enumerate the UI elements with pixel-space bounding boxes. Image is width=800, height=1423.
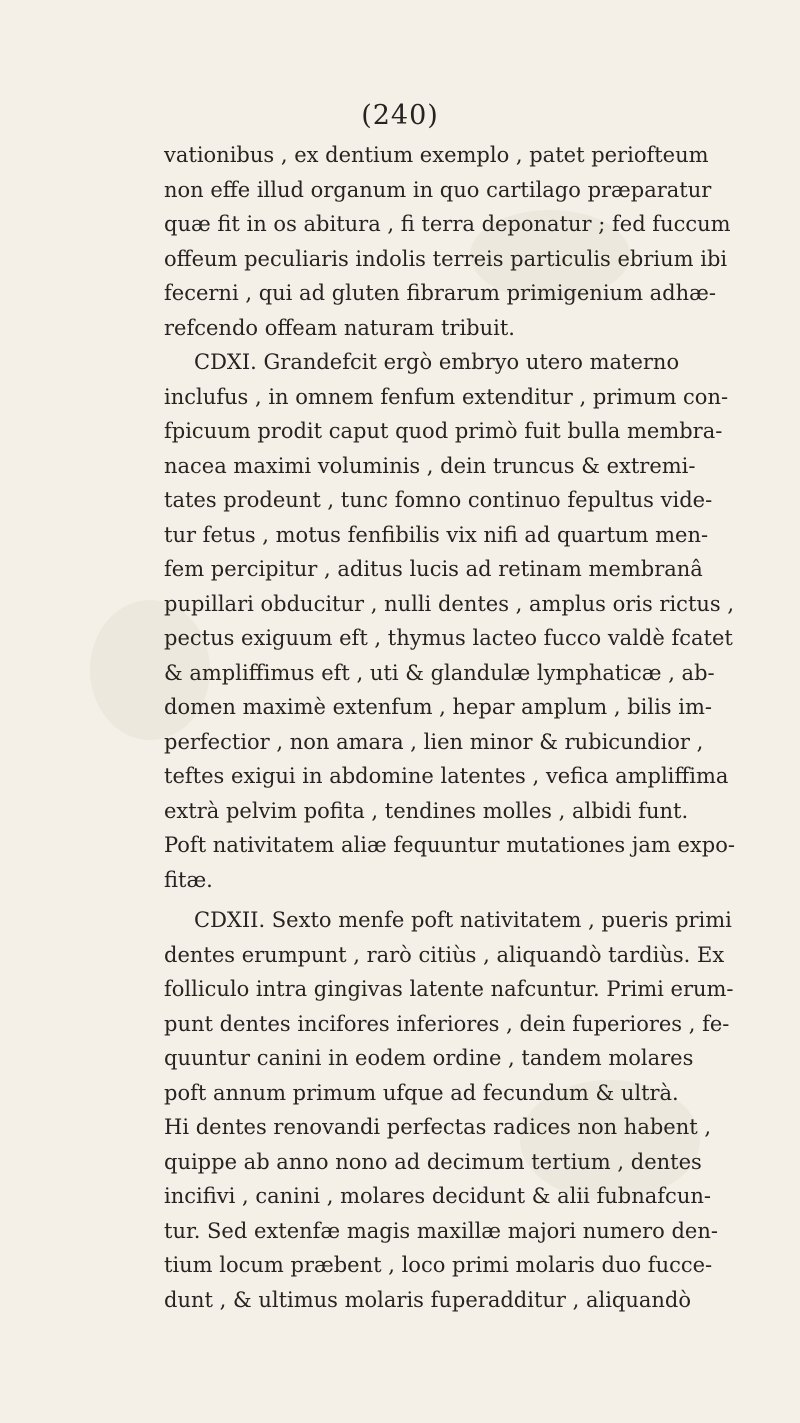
text-line: domen maximè extenfum , hepar amplum , bilis im- <box>164 695 712 719</box>
text-line: quæ fit in os abitura , fi terra deponatur ; fed fuccum <box>164 212 731 236</box>
body-text <box>152 138 792 1317</box>
text-line: fem percipitur , aditus lucis ad retinam membranâ <box>164 557 703 581</box>
text-line: punt dentes incifores inferiores , dein fuperiores , fe- <box>164 1011 730 1036</box>
text-line: incifivi , canini , molares decidunt & alii fubnafcun- <box>164 1184 711 1208</box>
text-line: folliculo intra gingivas latente nafcuntur. Primi erum- <box>164 977 734 1001</box>
text-line: tium locum præbent , loco primi molaris duo fucce- <box>164 1253 713 1277</box>
text-line: quuntur canini in eodem ordine , tandem molares <box>164 1046 694 1070</box>
text-line: refcendo offeam naturam tribuit. <box>164 315 515 340</box>
section-heading-line: CDXI. Grandefcit ergò embryo utero materno <box>194 350 680 374</box>
text-line: tates prodeunt , tunc fomno continuo fepultus vide- <box>164 488 713 512</box>
text-line: offeum peculiaris indolis terreis particulis ebrium ibi <box>164 246 728 271</box>
text-line: inclufus , in omnem fenfum extenditur , primum con- <box>164 384 729 409</box>
text-line: non effe illud organum in quo cartilago præparatur <box>164 177 712 202</box>
text-line: fitæ. <box>164 867 213 892</box>
text-line: dentes erumpunt , rarò citiùs , aliquandò tardiùs. Ex <box>164 942 725 967</box>
text-line: dunt , & ultimus molaris fuperadditur , aliquandò <box>164 1287 692 1312</box>
text-line: fpicuum prodit caput quod primò fuit bulla membra- <box>164 419 723 443</box>
text-line: pupillari obducitur , nulli dentes , amplus oris rictus , <box>164 591 735 616</box>
page-number: (240) <box>361 100 439 131</box>
text-line: tur fetus , motus fenfibilis vix nifi ad quartum men- <box>164 522 709 547</box>
text-line: nacea maximi voluminis , dein truncus & extremi- <box>164 453 696 478</box>
text-line: teftes exigui in abdomine latentes , vefica ampliffima <box>164 764 729 788</box>
text-line: tur. Sed extenfæ magis maxillæ majori numero den- <box>164 1218 718 1243</box>
text-line: Hi dentes renovandi perfectas radices non habent , <box>164 1115 712 1139</box>
text-line: poft annum primum ufque ad fecundum & ultrà. <box>164 1080 679 1105</box>
section-heading-line: CDXII. Sexto menfe poft nativitatem , pueris primi <box>194 908 732 932</box>
text-line: Poft nativitatem aliæ fequuntur mutationes jam expo- <box>164 833 735 857</box>
text-line: vationibus , ex dentium exemplo , patet periofteum <box>164 143 709 167</box>
text-line: quippe ab anno nono ad decimum tertium , dentes <box>164 1149 702 1174</box>
text-line: perfectior , non amara , lien minor & rubicundior , <box>164 729 704 754</box>
text-line: pectus exiguum eft , thymus lacteo fucco valdè fcatet <box>164 626 733 650</box>
text-line: & ampliffimus eft , uti & glandulæ lymphaticæ , ab- <box>164 660 715 685</box>
text-line: fecerni , qui ad gluten fibrarum primigenium adhæ- <box>164 281 716 305</box>
text-line: extrà pelvim pofita , tendines molles , albidi funt. <box>164 798 689 823</box>
